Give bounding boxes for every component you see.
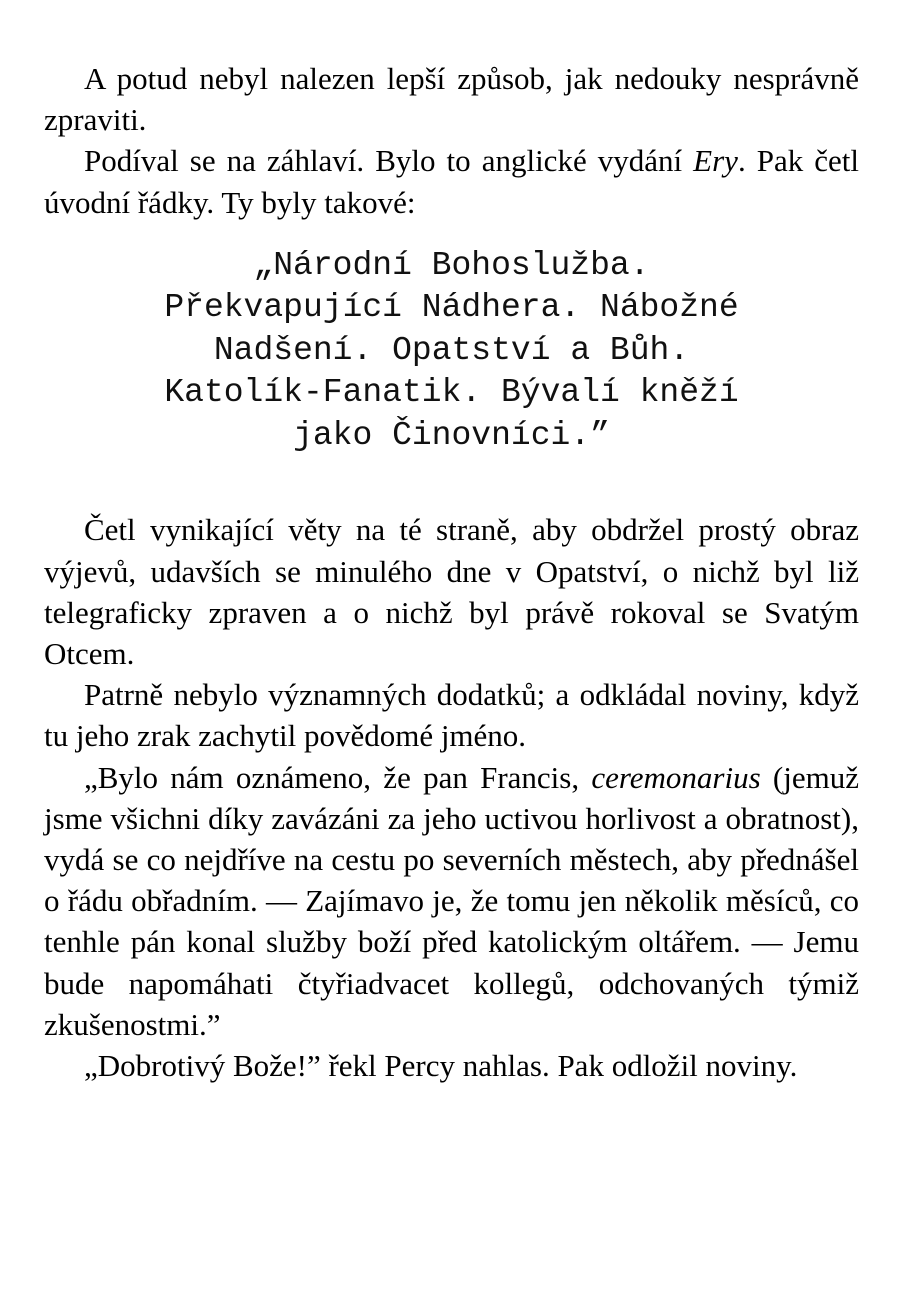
paragraph-2 xyxy=(44,140,859,222)
paragraph-2-text-start: Podíval se na záhlaví. Bylo to anglické vydání xyxy=(84,143,683,179)
quote-line: Katolík-Fanatik. Bývalí kněží xyxy=(164,374,739,412)
quote-line: Nadšení. Opatství a Bůh. xyxy=(213,331,690,369)
newspaper-headline-quote xyxy=(44,245,859,458)
paragraph-5-italic-word: ceremonarius xyxy=(591,759,761,795)
paragraph-2-italic-title: Ery xyxy=(693,143,738,179)
book-page xyxy=(44,58,859,1086)
quote-line: Překvapující Nádhera. Nábožné xyxy=(164,289,739,327)
paragraph-5-text-end: (jemuž jsme všichni díky zavázáni za jeho uctivou horlivost a obratnost), vydá se co nejdříve na cestu po severních městech, aby přednášel o řádu obřadním. — Zajímavo je, že tomu jen několik měsíců, co tenhle pán konal služby boží před katolickým oltářem. — Jemu bude napomáhati čtyřiadvacet kollegů, odchovaných týmiž zkušenostmi.” xyxy=(44,759,859,1042)
paragraph-4: Patrně nebylo významných dodatků; a odkládal noviny, když tu jeho zrak zachytil povědomé jméno. xyxy=(44,677,859,754)
paragraph-2-text-end: . Pak četl úvodní řádky. Ty byly takové: xyxy=(44,143,860,220)
quote-line: „Národní Bohoslužba. xyxy=(253,246,650,284)
paragraph-6: „Dobrotivý Bože!” řekl Percy nahlas. Pak odložil noviny. xyxy=(84,1047,798,1083)
paragraph-5-text-start: „Bylo nám oznámeno, že pan Francis, xyxy=(84,759,580,795)
paragraph-3: Četl vynikající věty na té straně, aby obdržel prostý obraz výjevů, udavších se minulého dne v Opatství, o nichž byl liž telegraficky zpraven a o nichž byl právě rokoval se Svatým Otcem. xyxy=(44,512,859,671)
paragraph-5 xyxy=(44,757,859,1045)
paragraph-1: A potud nebyl nalezen lepší způsob, jak nedouky nesprávně zpraviti. xyxy=(44,61,859,138)
quote-line: jako Činovníci.” xyxy=(293,416,610,454)
